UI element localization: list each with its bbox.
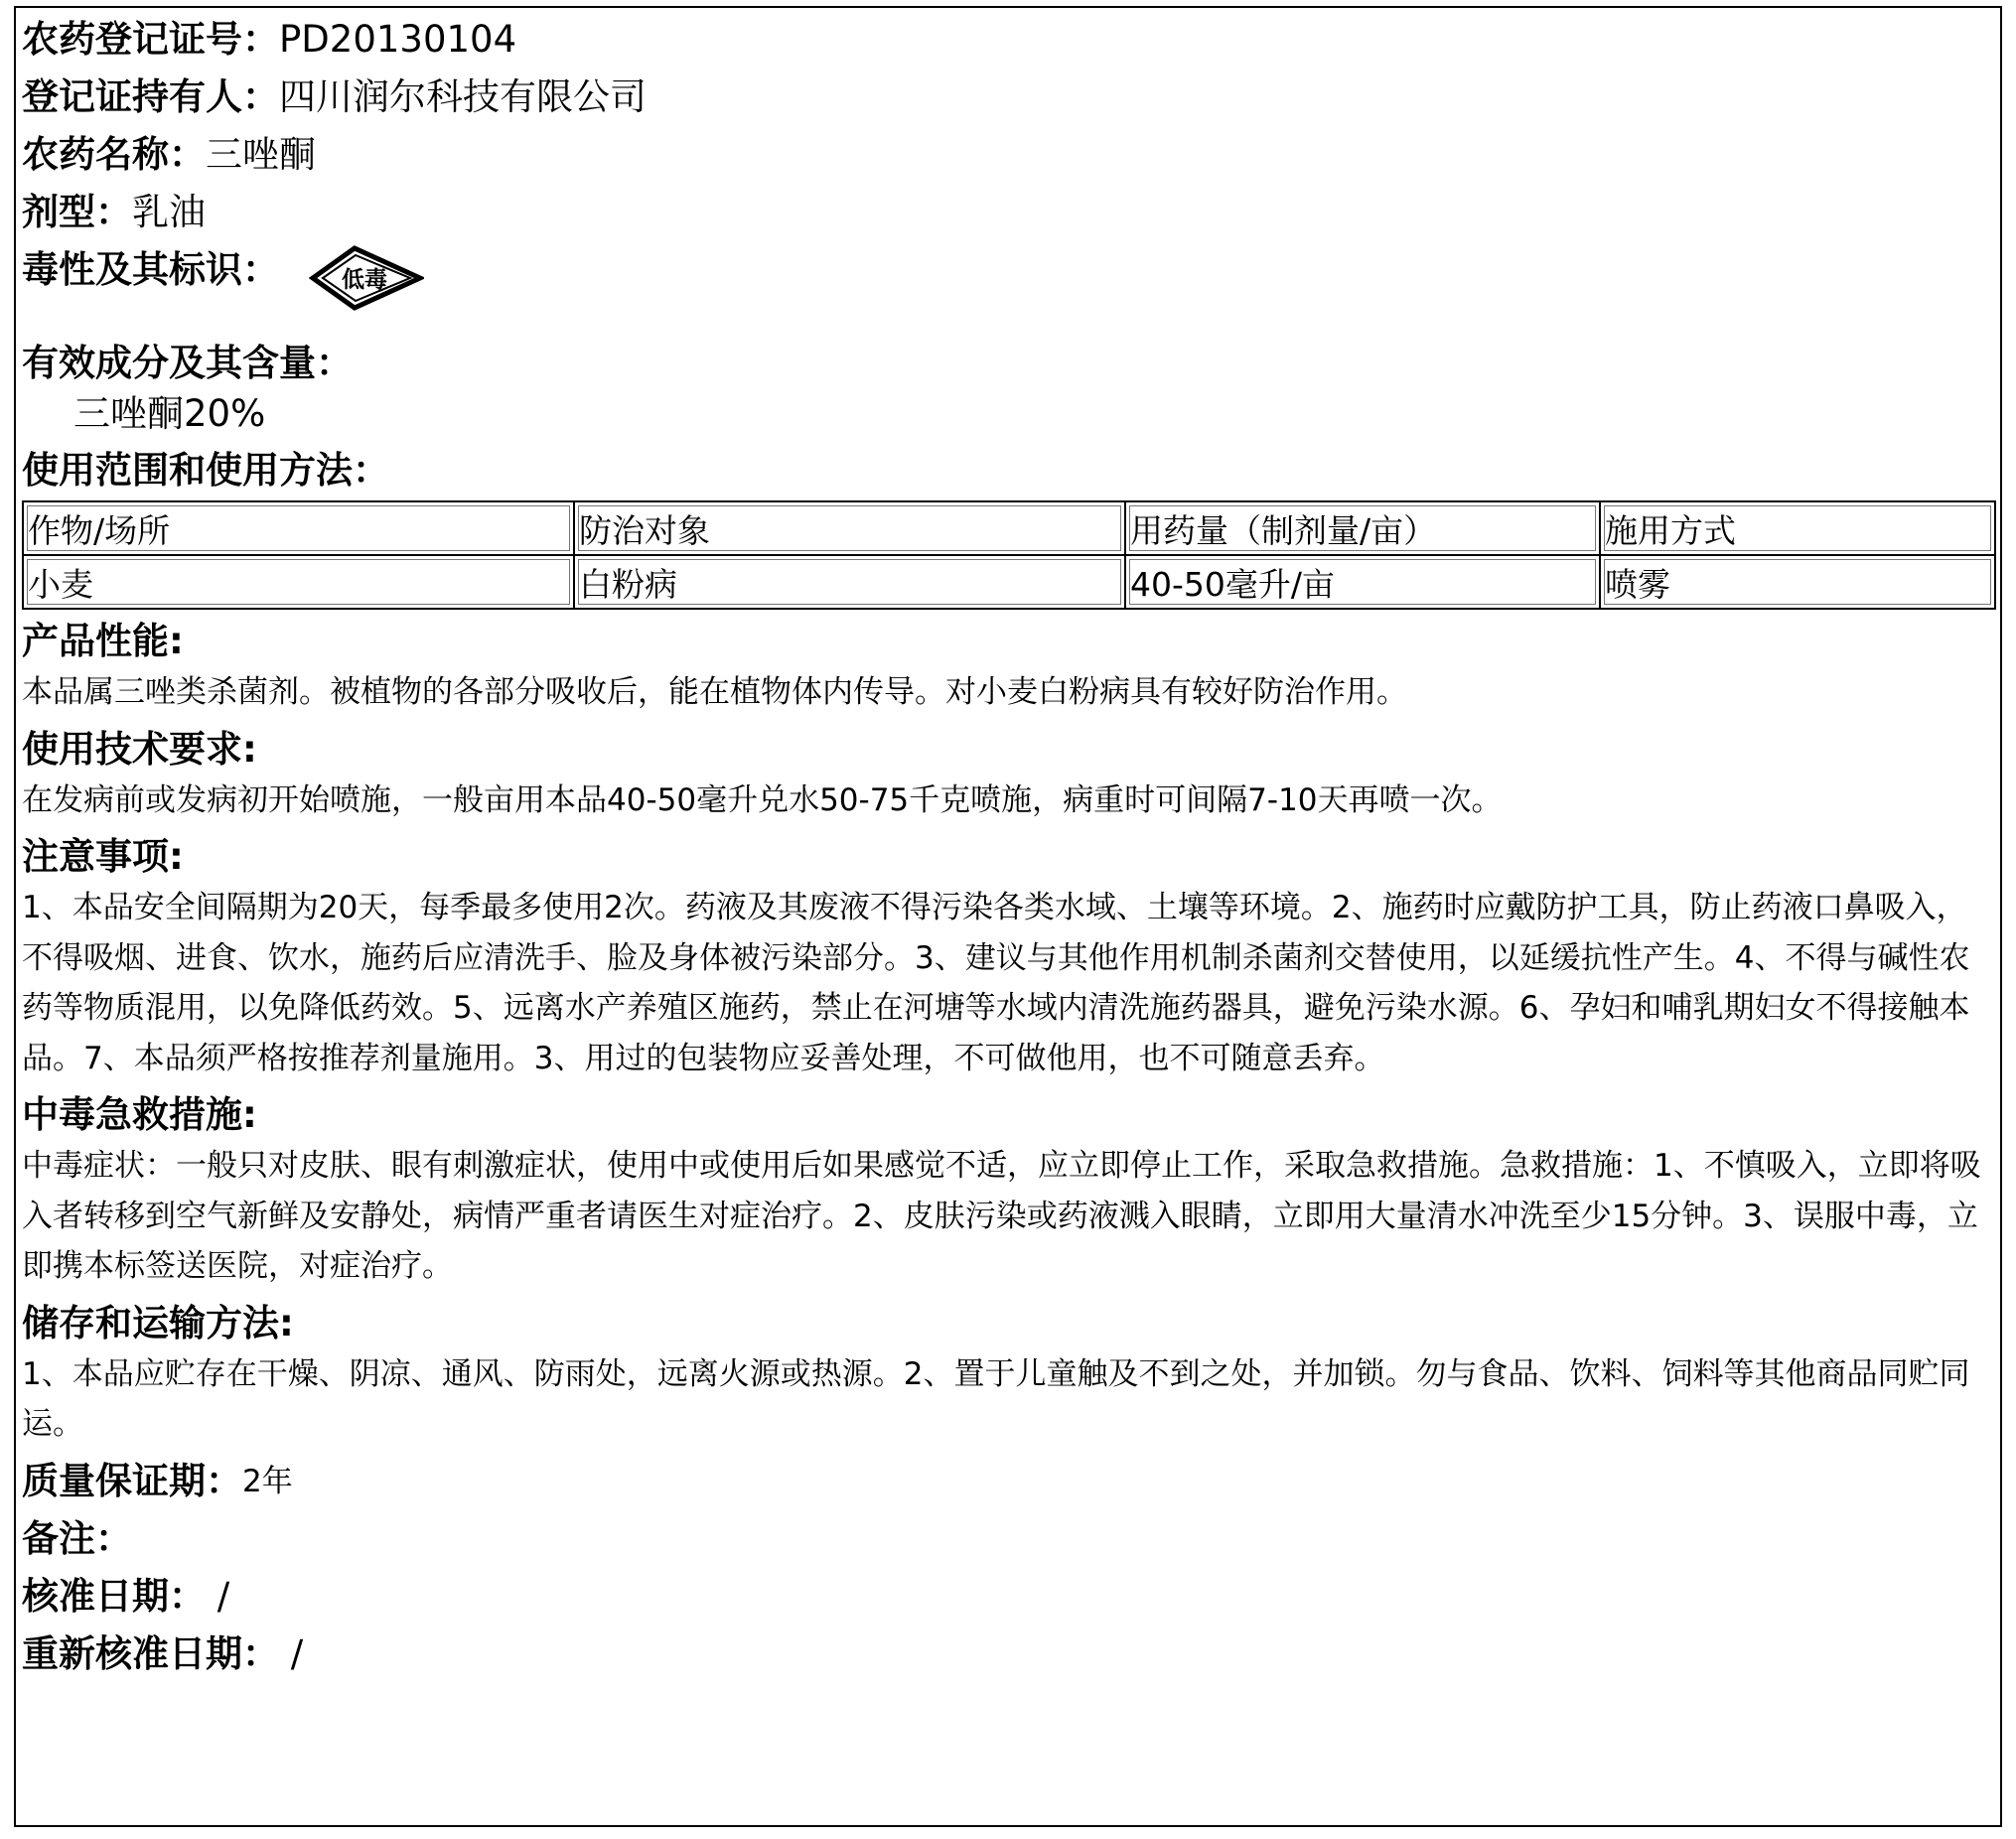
usage-cell-target: 白粉病 xyxy=(574,555,1125,609)
usage-header-crop: 作物/场所 xyxy=(23,501,574,555)
usage-table-header-row xyxy=(23,501,1995,555)
holder-label: 登记证持有人： xyxy=(22,75,279,118)
pesticide-name-label: 农药名称： xyxy=(22,133,206,176)
low-toxicity-diamond-icon xyxy=(309,244,424,312)
renewal-date-label: 重新核准日期： xyxy=(22,1631,279,1675)
remarks-row xyxy=(22,1513,1994,1565)
renewal-date-value: / xyxy=(279,1631,304,1675)
usage-cell-crop: 小麦 xyxy=(23,555,574,609)
first-aid-heading: 中毒急救措施: xyxy=(22,1093,257,1136)
first-aid-text: 中毒症状：一般只对皮肤、眼有刺激症状，使用中或使用后如果感觉不适，应立即停止工作，采取急救措施。急救措施：1、不慎吸入，立即将吸入者转移到空气新鲜及安静处，病情严重者请医生对症治疗。2、皮肤污染或药液溅入眼睛，立即用大量清水冲洗至少15分钟。3、误服中毒，立即携本标签送医院，对症治疗。 xyxy=(22,1148,1981,1284)
registration-number-row xyxy=(22,14,1994,66)
storage-text: 1、本品应贮存在干燥、阴凉、通风、防雨处，远离火源或热源。2、置于儿童触及不到之处，并加锁。勿与食品、饮料、饲料等其他商品同贮同运。 xyxy=(22,1355,1970,1442)
toxicity-label: 毒性及其标识： xyxy=(22,248,279,291)
holder-row xyxy=(22,71,1994,123)
pesticide-label-document xyxy=(22,14,1994,1680)
performance-heading: 产品性能: xyxy=(22,620,184,662)
usage-table xyxy=(22,500,1996,610)
shelf-life-label: 质量保证期： xyxy=(22,1459,242,1502)
renewal-date-row xyxy=(22,1628,1994,1680)
pesticide-name-value: 三唑酮 xyxy=(206,133,316,176)
usage-header-method: 施用方式 xyxy=(1600,501,1995,555)
shelf-life-row xyxy=(22,1456,1994,1507)
approval-date-row xyxy=(22,1571,1994,1623)
technique-text: 在发病前或发病初开始喷施，一般亩用本品40-50毫升兑水50-75千克喷施，病重时可间隔7-10天再喷一次。 xyxy=(22,781,1503,818)
ingredients-heading: 有效成分及其含量： xyxy=(22,342,353,384)
ingredients-value: 三唑酮20% xyxy=(73,392,266,435)
usage-cell-dosage: 40-50毫升/亩 xyxy=(1125,555,1600,609)
usage-heading: 使用范围和使用方法： xyxy=(22,449,389,492)
formulation-value: 乳油 xyxy=(132,191,206,233)
registration-number-label: 农药登记证号： xyxy=(22,18,279,61)
approval-date-value: / xyxy=(206,1574,230,1618)
technique-heading: 使用技术要求: xyxy=(22,727,257,771)
usage-header-dosage: 用药量（制剂量/亩） xyxy=(1125,501,1600,555)
usage-header-target: 防治对象 xyxy=(574,501,1125,555)
usage-cell-method: 喷雾 xyxy=(1600,555,1995,609)
precautions-text: 1、本品安全间隔期为20天，每季最多使用2次。药液及其废液不得污染各类水域、土壤等环境。2、施药时应戴防护工具，防止药液口鼻吸入，不得吸烟、进食、饮水，施药后应清洗手、脸及身体被污染部分。3、建议与其他作用机制杀菌剂交替使用，以延缓抗性产生。4、不得与碱性农药等物质混用，以免降低药效。5、远离水产养殖区施药，禁止在河塘等水域内清洗施药器具，避免污染水源。6、孕妇和哺乳期妇女不得接触本品。7、本品须严格按推荐剂量施用。3、用过的包装物应妥善处理，不可做他用，也不可随意丢弃。 xyxy=(22,890,1970,1076)
precautions-heading: 注意事项: xyxy=(22,835,184,878)
remarks-label: 备注： xyxy=(22,1516,132,1560)
shelf-life-value: 2年 xyxy=(242,1463,293,1499)
performance-text: 本品属三唑类杀菌剂。被植物的各部分吸收后，能在植物体内传导。对小麦白粉病具有较好防治作用。 xyxy=(22,674,1407,710)
registration-number-value: PD20130104 xyxy=(279,18,517,61)
table-row xyxy=(23,555,1995,609)
formulation-label: 剂型： xyxy=(22,191,132,233)
holder-value: 四川润尔科技有限公司 xyxy=(279,75,647,118)
storage-heading: 储存和运输方法: xyxy=(22,1301,294,1344)
toxicity-badge-text: 低毒 xyxy=(342,266,387,293)
formulation-row xyxy=(22,187,1994,238)
toxicity-row xyxy=(22,244,1994,328)
pesticide-name-row xyxy=(22,129,1994,181)
approval-date-label: 核准日期： xyxy=(22,1574,206,1618)
